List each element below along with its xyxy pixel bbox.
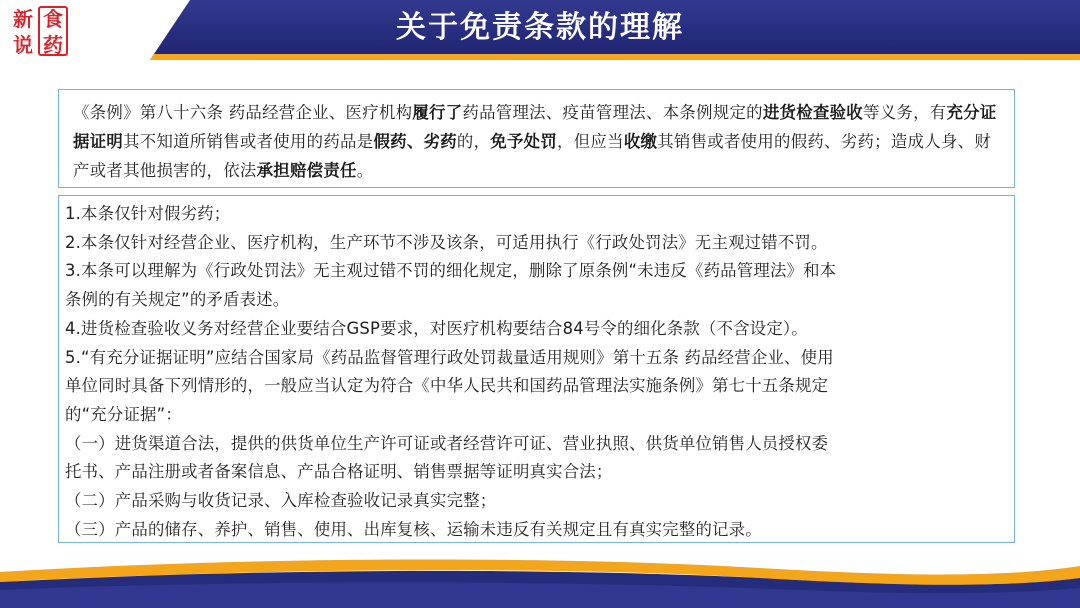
note-line: （二）产品采购与收货记录、入库检查验收记录真实完整； — [65, 491, 497, 511]
note-line: 的“充分证据”： — [65, 404, 182, 424]
clause-text — [73, 98, 1002, 185]
note-line: 4.进货检查验收义务对经营企业要结合GSP要求，对医疗机构要结合84号令的细化条款（不含设定）。 — [65, 318, 808, 338]
logo-char: 药 — [43, 33, 63, 57]
clause-segment: 其不知道所销售或者使用的药品是 — [123, 132, 374, 151]
footer-waves — [0, 538, 1080, 608]
header — [0, 0, 1080, 66]
notes-box — [58, 195, 1015, 543]
clause-segment: 《条例》第八十六条 药品经营企业、医疗机构 — [73, 103, 413, 122]
clause-segment: 药品管理法、疫苗管理法、本条例规定的 — [462, 103, 763, 122]
note-line: 5.“有充分证据证明”应结合国家局《药品监督管理行政处罚裁量适用规则》第十五条 药品经营企业、使用 — [65, 347, 834, 367]
note-line: 条例的有关规定”的矛盾表述。 — [65, 290, 290, 310]
clause-segment: 等义务，有 — [863, 103, 947, 122]
clause-segment: 其销售或者使用的假药、劣药；造成人身、财产或者其他损害的，依法 — [73, 132, 992, 180]
note-line: 3.本条可以理解为《行政处罚法》无主观过错不罚的细化规定，删除了原条例“未违反《药品管理法》和本 — [65, 261, 837, 281]
clause-emphasis: 履行了 — [412, 103, 463, 122]
logo-stamp-frame — [38, 6, 68, 56]
note-line: 2.本条仅针对经营企业、医疗机构，生产环节不涉及该条，可适用执行《行政处罚法》无主观过错不罚。 — [65, 232, 828, 252]
note-line: 托书、产品注册或者备案信息、产品合格证明、销售票据等证明真实合法； — [65, 462, 613, 482]
page-title: 关于免责条款的理解 — [396, 10, 684, 45]
clause-emphasis: 进货检查验收 — [762, 103, 863, 122]
clause-segment: 的， — [456, 132, 491, 151]
note-line: （一）进货渠道合法，提供的供货单位生产许可证或者经营许可证、营业执照、供货单位销售人员授权委 — [65, 433, 829, 453]
clause-emphasis: 假药、劣药 — [373, 132, 457, 151]
clause-segment: 。 — [356, 161, 374, 180]
clause-emphasis: 充分证据证明 — [73, 103, 997, 151]
clause-emphasis: 免予处罚 — [490, 132, 558, 151]
logo-char: 食 — [43, 7, 63, 31]
note-line: 1.本条仅针对假劣药； — [65, 204, 231, 223]
clause-box — [58, 89, 1015, 188]
logo-char: 说 — [13, 33, 33, 57]
note-line: 单位同时具备下列情形的，一般应当认定为符合《中华人民共和国药品管理法实施条例》第七十五条规定 — [65, 376, 829, 396]
clause-segment: ，但应当 — [557, 132, 624, 151]
logo-char: 新 — [13, 7, 33, 31]
note-line: （三）产品的储存、养护、销售、使用、出库复核、运输未违反有关规定且有真实完整的记录。 — [65, 519, 762, 539]
clause-emphasis: 承担赔偿责任 — [256, 161, 357, 180]
clause-emphasis: 收缴 — [623, 132, 658, 151]
